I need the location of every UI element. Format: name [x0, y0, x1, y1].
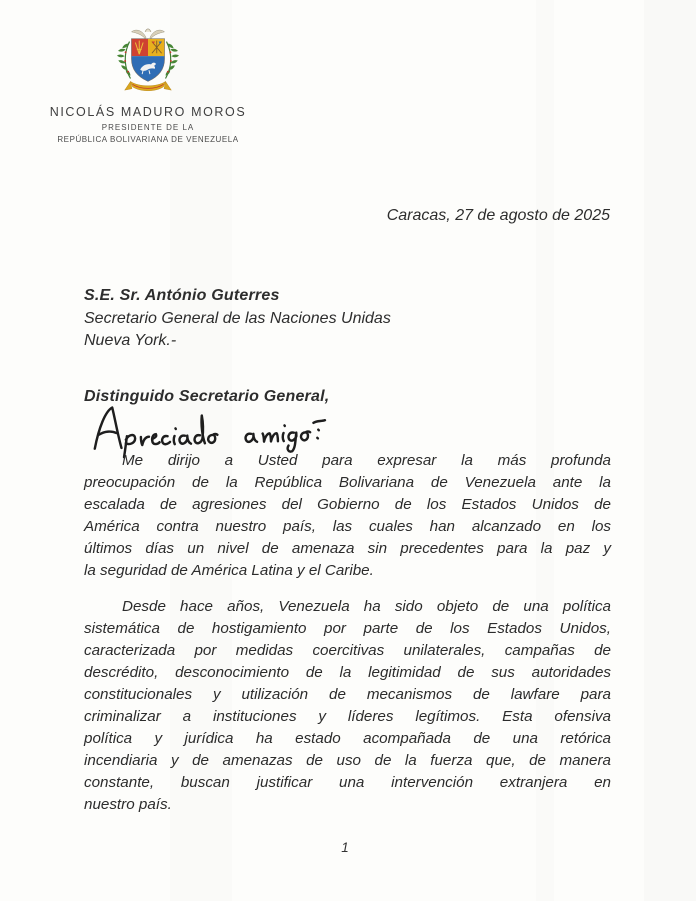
recipient-block	[84, 285, 391, 353]
letterhead	[38, 26, 258, 144]
body-line: criminalizar a instituciones y líderes legítimos. Esta ofensiva	[84, 708, 611, 725]
body-line: constante, buscan justificar una intervención extranjera en	[84, 774, 611, 791]
body-line: América contra nuestro país, las cuales han alcanzado en los	[84, 518, 611, 535]
venezuela-coat-of-arms-icon	[116, 26, 180, 96]
body-line: escalada de agresiones del Gobierno de los Estados Unidos de	[84, 496, 611, 513]
letterhead-name: NICOLÁS MADURO MOROS	[49, 105, 247, 119]
letterhead-country: REPÚBLICA BOLIVARIANA DE VENEZUELA	[57, 135, 239, 144]
recipient-name: S.E. Sr. António Guterres	[84, 287, 280, 304]
recipient-title: Secretario General de las Naciones Unidas	[84, 309, 391, 327]
body-line: Me dirijo a Usted para expresar la más profunda	[122, 452, 611, 469]
body-line: últimos días un nivel de amenaza sin precedentes para la paz y	[84, 540, 611, 557]
body-line: descrédito, desconocimiento de la legitimidad de sus autoridades	[84, 664, 611, 681]
body-line: incendiaria y de amenazas de uso de la fuerza que, de manera	[84, 752, 611, 769]
body-line: sistemática de hostigamiento por parte de los Estados Unidos,	[84, 620, 611, 637]
body-line: caracterizada por medidas coercitivas unilaterales, campañas de	[84, 642, 611, 659]
body-line: nuestro país.	[84, 796, 172, 813]
body-line: Desde hace años, Venezuela ha sido objeto de una política	[122, 598, 611, 615]
body-line: preocupación de la República Bolivariana de Venezuela ante la	[84, 474, 611, 491]
salutation: Distinguido Secretario General,	[84, 388, 330, 405]
scan-streak	[644, 0, 696, 901]
body-paragraph-1	[84, 450, 611, 582]
letterhead-title: PRESIDENTE DE LA	[101, 123, 195, 132]
body-line: la seguridad de América Latina y el Caribe.	[84, 562, 374, 579]
dateline: Caracas, 27 de agosto de 2025	[386, 207, 610, 224]
recipient-city: Nueva York.-	[84, 332, 177, 349]
page-number: 1	[341, 840, 349, 855]
body-paragraph-2	[84, 596, 611, 816]
body-line: constitucionales y utilización de mecanismos de lawfare para	[84, 686, 611, 703]
body-line: política y jurídica ha estado acompañada de una retórica	[84, 730, 611, 747]
